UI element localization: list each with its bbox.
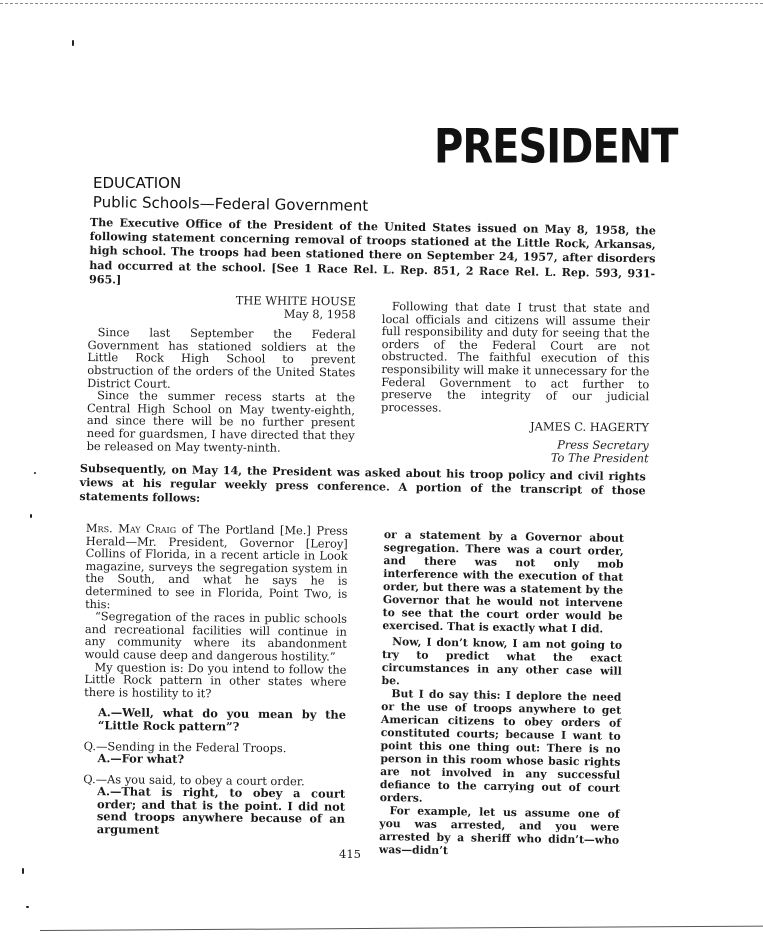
subsequent-paragraph: Subsequently, on May 14, the President was asked about his troop policy and civil rights views at his regular weekly press conference. A portion of the transcript of those statements follows: bbox=[79, 462, 646, 506]
signature-title: To The President bbox=[550, 450, 649, 465]
signature-title: Press Secretary bbox=[557, 437, 649, 453]
statement-paragraph: Following that date I trust that state and local officials and citizens will assume their full responsibility and duty for seeing that the orders of the Federal Court are not obstructed. The faithful execution of this responsibility will make it unnecessary for the Federal Government to act further to preserve the integrity of our judicial processes. bbox=[381, 299, 650, 415]
transcript-right-column bbox=[379, 528, 624, 860]
transcript-left-column bbox=[83, 522, 348, 838]
transcript-quote: “Segregation of the races in public schools and recreational facilities will continue in any community where its abandonment would cause deep and dangerous hostility.” bbox=[84, 609, 348, 664]
transcript-answer: Now, I don’t know, I am not going to try to predict what the exact circumstances in any other case will be. bbox=[381, 635, 623, 688]
statement-heading: THE WHITE HOUSE bbox=[235, 293, 356, 309]
page-number: 415 bbox=[339, 847, 361, 861]
transcript-answer: A.—That is right, to obey a court order; and that is the point. I did not send troops anywhere because of an argument bbox=[96, 784, 346, 837]
statement-paragraph: Since last September the Federal Government has stationed soldiers at the Little Rock High School to prevent obstruction of the orders of the United States District Court. bbox=[87, 325, 356, 391]
transcript-answer: or a statement by a Governor about segregation. There was a court order, and there was not only mob interference with the execution of that order, but there was a statement by the Governor that he would not intervene to see that the court order would be exercised. That is exactly what I did. bbox=[382, 528, 624, 636]
statement-date: May 8, 1958 bbox=[283, 306, 356, 321]
statement-left-column bbox=[87, 293, 356, 454]
page-top-border bbox=[0, 3, 763, 4]
signature-name: JAMES C. HAGERTY bbox=[530, 419, 649, 435]
transcript-question: Q.—Sending in the Federal Troops. bbox=[83, 738, 287, 755]
page-title: PRESIDENT bbox=[434, 120, 678, 175]
transcript-answer: But I do say this: I deplore the need or the use of troops anywhere to get American citizens to obey orders of constituted courts; because I want to point this one thing out: There is no person in this room whose basic rights are not involved in any successful defiance to the carrying out of court orders. bbox=[379, 687, 622, 805]
transcript-text: of The Portland [Me.] Press Herald—Mr. President, Governor [Leroy] Collins of Florida, in a recent article in Look magazine, surveys the segregation system in the South, and what he says he is determined to see in Florida, Point Two, is this: bbox=[85, 522, 348, 611]
section-heading: EDUCATION bbox=[93, 174, 182, 192]
transcript-paragraph bbox=[85, 522, 348, 613]
speaker-name: Mrs. May Craig bbox=[85, 521, 177, 536]
statement-right-column bbox=[381, 300, 650, 464]
intro-paragraph: The Executive Office of the President of the United States issued on May 8, 1958, the following statement concerning removal of troops stationed at the Little Rock, Arkansas, high school. The troops had been stationed there on September 24, 1957, after disorders had occurred at the school. [See 1 Race Rel. L. Rep. 851, 2 Race Rel. L. Rep. 593, 931-965.] bbox=[88, 216, 656, 287]
page-bottom-rule bbox=[40, 926, 763, 931]
transcript-answer: A.—For what? bbox=[97, 751, 185, 767]
transcript-answer: For example, let us assume one of you was arrested, and you were arrested by a sheriff who didn’t—who was—didn’t bbox=[378, 804, 620, 858]
transcript-question: My question is: Do you intend to follow the Little Rock pattern in other states where there is hostility to it? bbox=[84, 659, 347, 701]
statement-paragraph: Since the summer recess starts at the Central High School on May twenty-eighth, and since there will be no further present need for guardsmen, I have directed that they be released on May twenty-ninth. bbox=[86, 388, 356, 455]
subsection-heading: Public Schools—Federal Government bbox=[92, 193, 369, 215]
transcript-question: Q.—As you said, to obey a court order. bbox=[83, 771, 305, 788]
transcript-answer: A.—Well, what do you mean by the “Little Rock pattern”? bbox=[97, 705, 347, 734]
